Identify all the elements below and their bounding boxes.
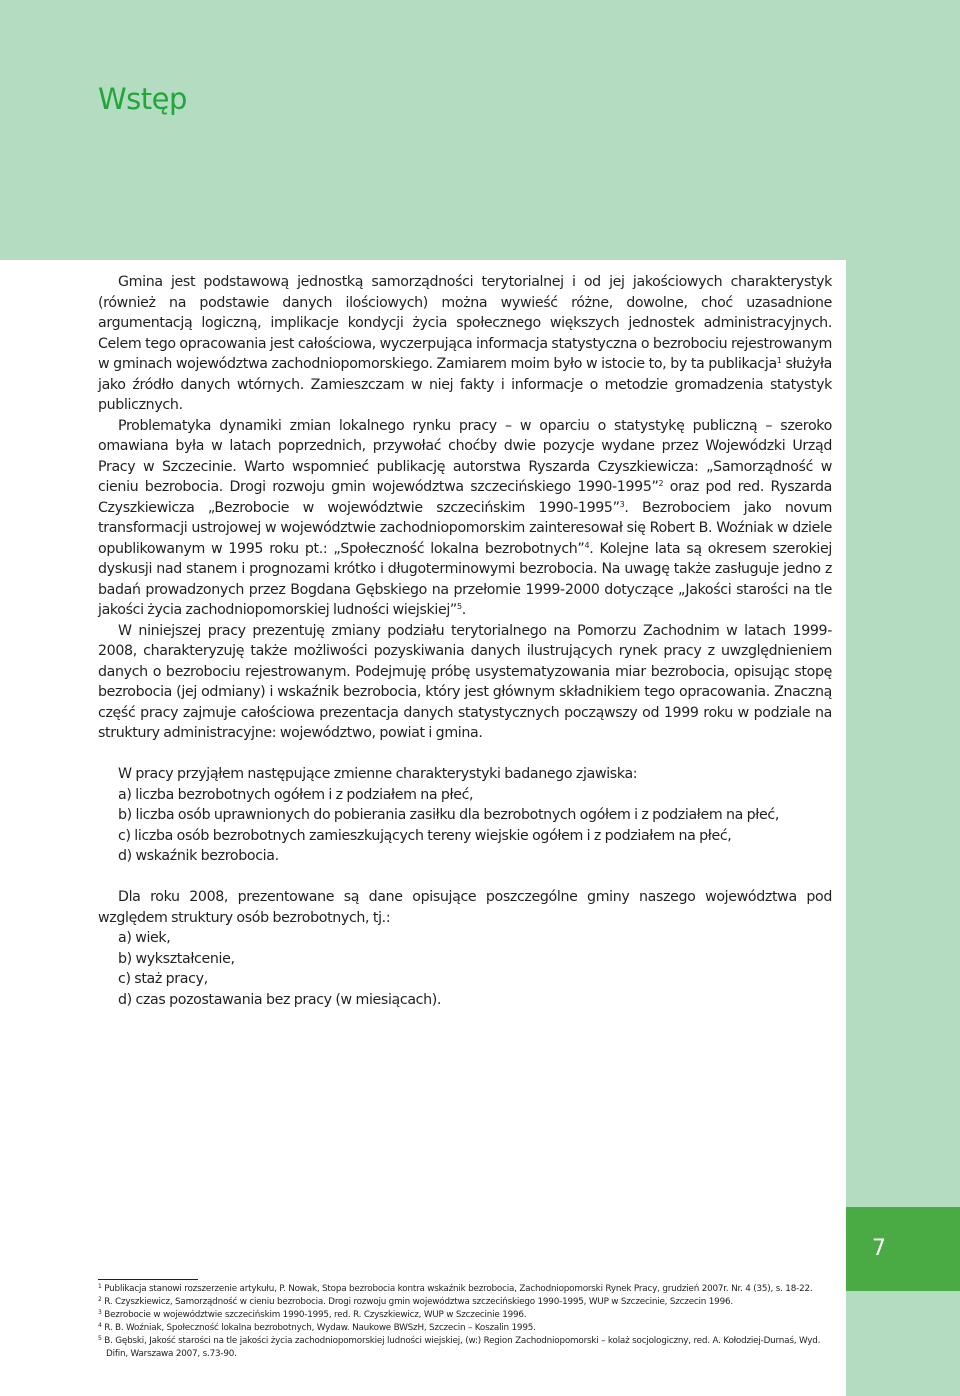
list-item: b) wykształcenie, — [118, 950, 235, 967]
footnote-ref-2: 2 — [658, 479, 664, 488]
list-item: b) liczba osób uprawnionych do pobierania zasiłku dla bezrobotnych ogółem i z podziałem na płeć, — [118, 807, 779, 823]
footnote-ref-5: 5 — [456, 602, 462, 611]
footnote-ref-4: 4 — [584, 540, 590, 550]
footnote: $^1$ Publikacja stanowi rozszerzenie artykułu, P. Nowak, Stopa bezrobocia kontra wskaźnik bezrobocia, Zachodniopomorski Rynek Pracy, grudzień 2007r. Nr. 4 (35), s. 18-22. — [98, 1283, 813, 1294]
variables-list — [98, 785, 832, 867]
page-number-box — [846, 1207, 960, 1291]
page-number: 7 — [872, 1236, 886, 1261]
list-item: d) czas pozostawania bez pracy (w miesiącach). — [118, 991, 442, 1008]
footnote-divider — [98, 1279, 198, 1280]
list-item: d) wskaźnik bezrobocia. — [118, 848, 279, 864]
footnote: $^3$ Bezrobocie w województwie szczecińskim 1990-1995, red. R. Czyszkiewicz, WUP w Szczecinie 1996. — [98, 1309, 527, 1320]
list-item: c) liczba osób bezrobotnych zamieszkujących tereny wiejskie ogółem i z podziałem na płeć, — [118, 827, 732, 844]
paragraph-5: Dla roku 2008, prezentowane są dane opisujące poszczególne gminy naszego województwa pod względem struktury osób bezrobotnych, tj.: — [98, 889, 832, 926]
paragraph-3: W niniejszej pracy prezentuję zmiany podziału terytorialnego na Pomorzu Zachodnim w latach 1999-2008, charakteryzuję także możliwości pozyskiwania danych ilustrujących rynek pracy z uwzględnieniem danych o bezrobociu rejestrowanym. Podejmuję próbę usystematyzowania miar bezrobocia, opisując stopę bezrobocia (jej odmiany) i wskaźnik bezrobocia, który jest głównym składnikiem tego opracowania. Znaczną część pracy zajmuje całościowa prezentacja danych statystycznych począwszy od 1999 roku w podziale na struktury administracyjne: województwo, powiat i gmina. — [98, 622, 832, 741]
footnotes — [98, 1283, 838, 1361]
footnote: $^4$ R. B. Woźniak, Społeczność lokalna bezrobotnych, Wydaw. Naukowe BWSzH, Szczecin – Koszalin 1995. — [98, 1322, 536, 1333]
footnote: $^5$ B. Gębski, Jakość starości na tle jakości życia zachodniopomorskiej ludności wiejskiej, (w:) Region Zachodniopomorski – kolaż socjologiczny, red. A. Kołodziej-Durnaś, Wyd. Difin, Warszawa 2007, s.73-90. — [98, 1335, 821, 1359]
list-item: c) staż pracy, — [118, 971, 208, 987]
structure-list — [98, 928, 832, 1010]
body-text — [98, 272, 832, 1010]
side-band — [846, 0, 960, 1396]
paragraph-2: Problematyka dynamiki zmian lokalnego rynku pracy – w oparciu o statystykę publiczną – szeroko omawiana była w latach poprzednich, przywołać choćby dwie pozycje wydane przez Wojewódzki Urząd Pracy w Szczecinie. Warto wspomnieć publikację autorstwa Ryszarda Czyszkiewicza: „Samorządność w cieniu bezrobocia. Drogi rozwoju gmin województwa szczecińskiego 1990-1995”$^2$ oraz pod red. Ryszarda Czyszkiewicza „Bezrobocie w województwie szczecińskim 1990-1995”$^3$. Bezrobociem jako novum transformacji ustrojowej w województwie zachodniopomorskim zainteresował się Robert B. Woźniak w dziele opublikowanym w 1995 roku pt.: „Społeczność lokalna bezrobotnych”$^4$. Kolejne lata są okresem szerokiej dyskusji nad stanem i prognozami krótko i długoterminowymi bezrobocia. Na uwagę także zasługuje jedno z badań prowadzonych przez Bogdana Gębskiego na przełomie 1999-2000 dotyczące „Jakości starości na tle jakości życia zachodniopomorskiej ludności wiejskiej”$^5$. — [98, 417, 833, 618]
paragraph-4: W pracy przyjąłem następujące zmienne charakterystyki badanego zjawiska: — [118, 766, 638, 782]
footnote-ref-1: 1 — [776, 356, 782, 365]
list-item: a) wiek, — [118, 930, 171, 946]
paragraph-1: Gmina jest podstawową jednostką samorządności terytorialnej i od jej jakościowych charakterystyk (również na podstawie danych ilościowych) można wywieść różne, dowolne, choć uzasadnione argumentacją logiczną, implikacje kondycji życia społecznego większych jednostek administracyjnych. Celem tego opracowania jest całościowa, wyczerpująca informacja statystyczna o bezrobociu rejestrowanym w gminach województwa zachodniopomorskiego. Zamiarem moim było w istocie to, by ta publikacja$^1$ służyła jako źródło danych wtórnych. Zamieszczam w niej fakty i informacje o metodzie gromadzenia statystyk publicznych. — [98, 274, 832, 413]
header-band — [0, 0, 846, 260]
footnote-ref-3: 3 — [619, 499, 625, 509]
footnote: $^2$ R. Czyszkiewicz, Samorządność w cieniu bezrobocia. Drogi rozwoju gmin województwa szczecińskiego 1990-1995, WUP w Szczecinie, Szczecin 1996. — [98, 1296, 733, 1307]
page-title: Wstęp — [98, 82, 187, 116]
list-item: a) liczba bezrobotnych ogółem i z podziałem na płeć, — [118, 786, 474, 803]
